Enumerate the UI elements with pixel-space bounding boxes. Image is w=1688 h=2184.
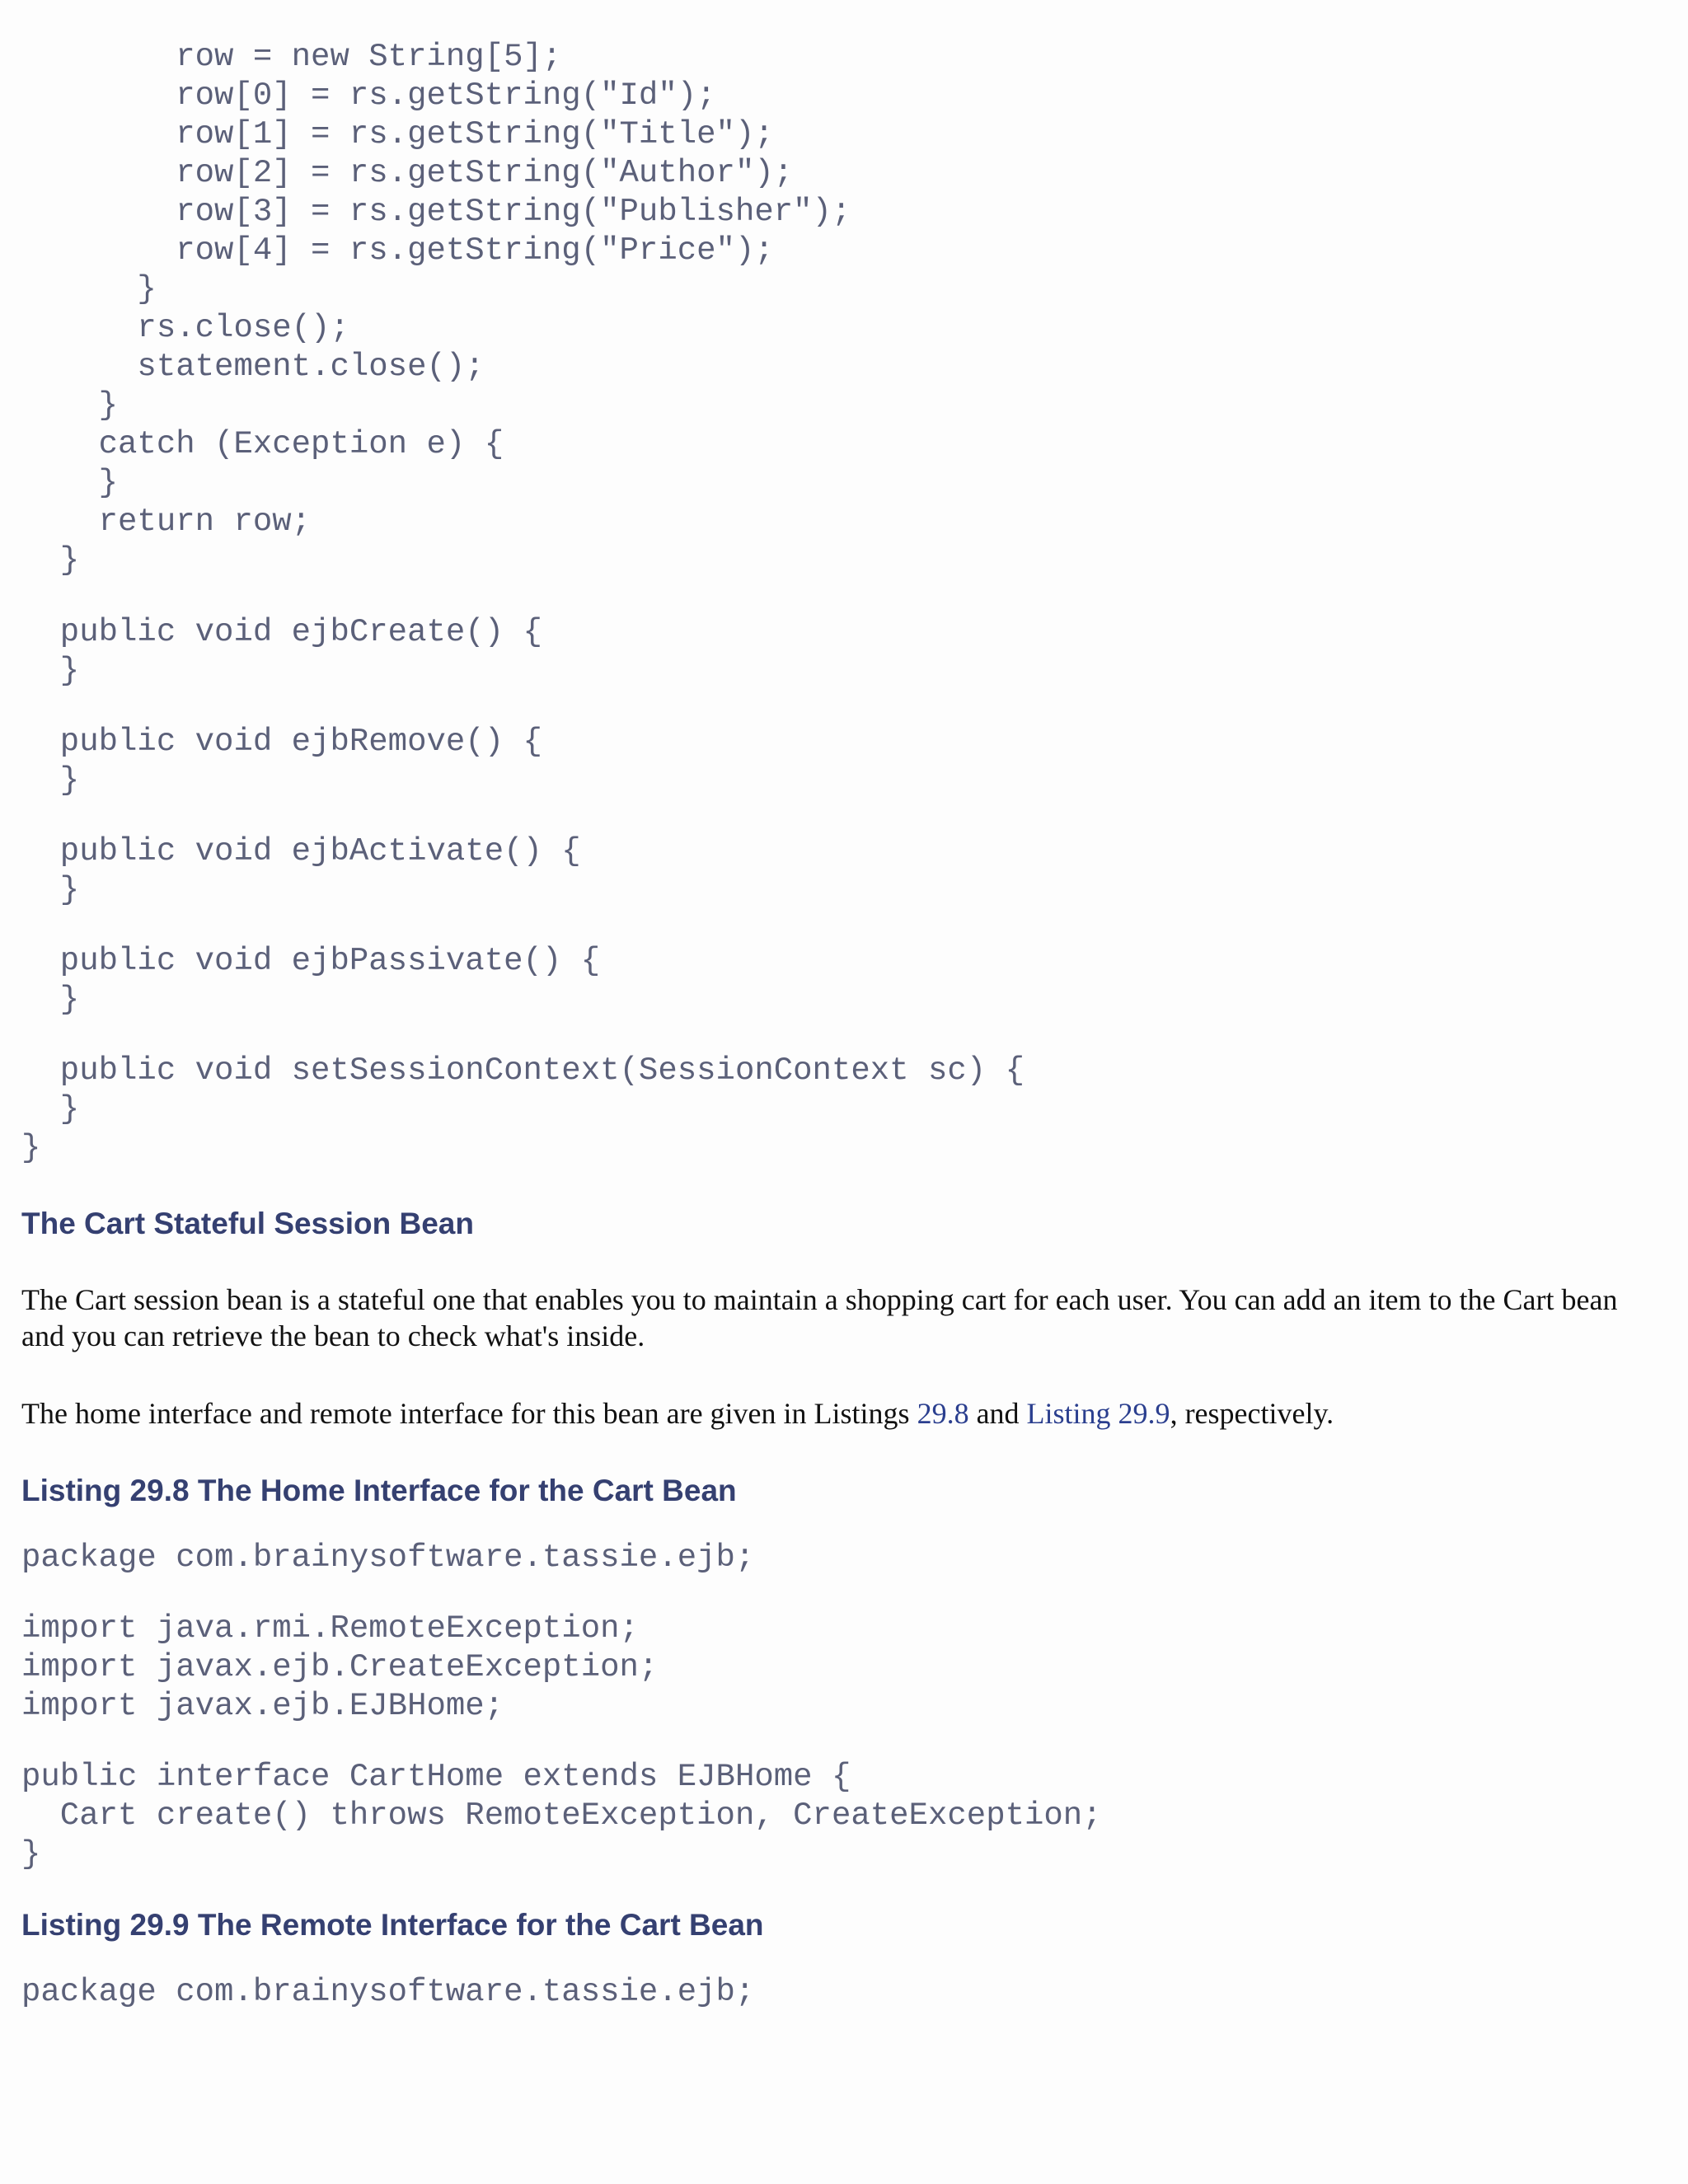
code-line: } bbox=[21, 982, 80, 1018]
code-line: } bbox=[21, 1836, 41, 1872]
code-line-blank bbox=[21, 1019, 1667, 1052]
paragraph-text: and bbox=[968, 1397, 1027, 1430]
code-line: row[3] = rs.getString("Publisher"); bbox=[21, 194, 851, 230]
paragraph-text: The home interface and remote interface for this bean are given in Listings bbox=[21, 1397, 917, 1430]
paragraph-text: , respectively. bbox=[1170, 1397, 1334, 1430]
code-line: row[0] = rs.getString("Id"); bbox=[21, 77, 716, 114]
code-block-continuation bbox=[21, 38, 1667, 1168]
code-line: public void ejbRemove() { bbox=[21, 724, 542, 760]
code-line: import javax.ejb.CreateException; bbox=[21, 1649, 659, 1685]
code-line: package com.brainysoftware.tassie.ejb; bbox=[21, 1540, 755, 1576]
code-line: import java.rmi.RemoteException; bbox=[21, 1610, 639, 1647]
code-line: row[1] = rs.getString("Title"); bbox=[21, 116, 774, 152]
code-line: import javax.ejb.EJBHome; bbox=[21, 1688, 504, 1724]
code-line-blank bbox=[21, 691, 1667, 723]
code-line-blank bbox=[21, 1726, 1667, 1758]
code-line-blank bbox=[21, 910, 1667, 942]
code-line-blank bbox=[21, 800, 1667, 832]
code-line: } bbox=[21, 271, 157, 307]
listing-29-9-heading: Listing 29.9 The Remote Interface for the Cart Bean bbox=[21, 1908, 764, 1942]
section-heading: The Cart Stateful Session Bean bbox=[21, 1207, 474, 1240]
code-line: row[2] = rs.getString("Author"); bbox=[21, 155, 794, 191]
code-line: catch (Exception e) { bbox=[21, 426, 504, 462]
code-line: public void ejbPassivate() { bbox=[21, 943, 601, 979]
document-page bbox=[21, 39, 1667, 2012]
code-line-blank bbox=[21, 580, 1667, 613]
code-line: } bbox=[21, 465, 119, 501]
code-line: row = new String[5]; bbox=[21, 39, 562, 75]
code-line: public void setSessionContext(SessionContext sc) { bbox=[21, 1052, 1025, 1089]
code-line: public interface CartHome extends EJBHome { bbox=[21, 1759, 851, 1795]
code-line: } bbox=[21, 653, 80, 689]
code-line: } bbox=[21, 387, 119, 424]
body-paragraph-listings bbox=[21, 1395, 1667, 1432]
listing-29-8-link[interactable]: 29.8 bbox=[917, 1397, 969, 1430]
code-line: package com.brainysoftware.tassie.ejb; bbox=[21, 1974, 755, 2010]
listing-29-8-code bbox=[21, 1539, 1667, 1874]
code-line-blank bbox=[21, 1577, 1667, 1610]
code-line: } bbox=[21, 1091, 80, 1127]
code-line: Cart create() throws RemoteException, CreateException; bbox=[21, 1797, 1102, 1834]
listing-29-8-heading: Listing 29.8 The Home Interface for the Cart Bean bbox=[21, 1474, 737, 1507]
code-line: return row; bbox=[21, 504, 312, 540]
code-line: rs.close(); bbox=[21, 310, 349, 346]
code-line: } bbox=[21, 872, 80, 908]
code-line: public void ejbActivate() { bbox=[21, 833, 581, 869]
code-line: public void ejbCreate() { bbox=[21, 614, 542, 650]
body-paragraph: The Cart session bean is a stateful one that enables you to maintain a shopping cart for each user. You can add an item to the Cart bean and you can retrieve the bean to check what's inside. bbox=[21, 1283, 1618, 1352]
code-line: statement.close(); bbox=[21, 349, 485, 385]
listing-29-9-link[interactable]: Listing 29.9 bbox=[1026, 1397, 1170, 1430]
code-line: } bbox=[21, 762, 80, 799]
listing-29-9-code bbox=[21, 1973, 1667, 2012]
code-line: row[4] = rs.getString("Price"); bbox=[21, 232, 774, 269]
code-line: } bbox=[21, 1130, 41, 1166]
code-line: } bbox=[21, 542, 80, 579]
